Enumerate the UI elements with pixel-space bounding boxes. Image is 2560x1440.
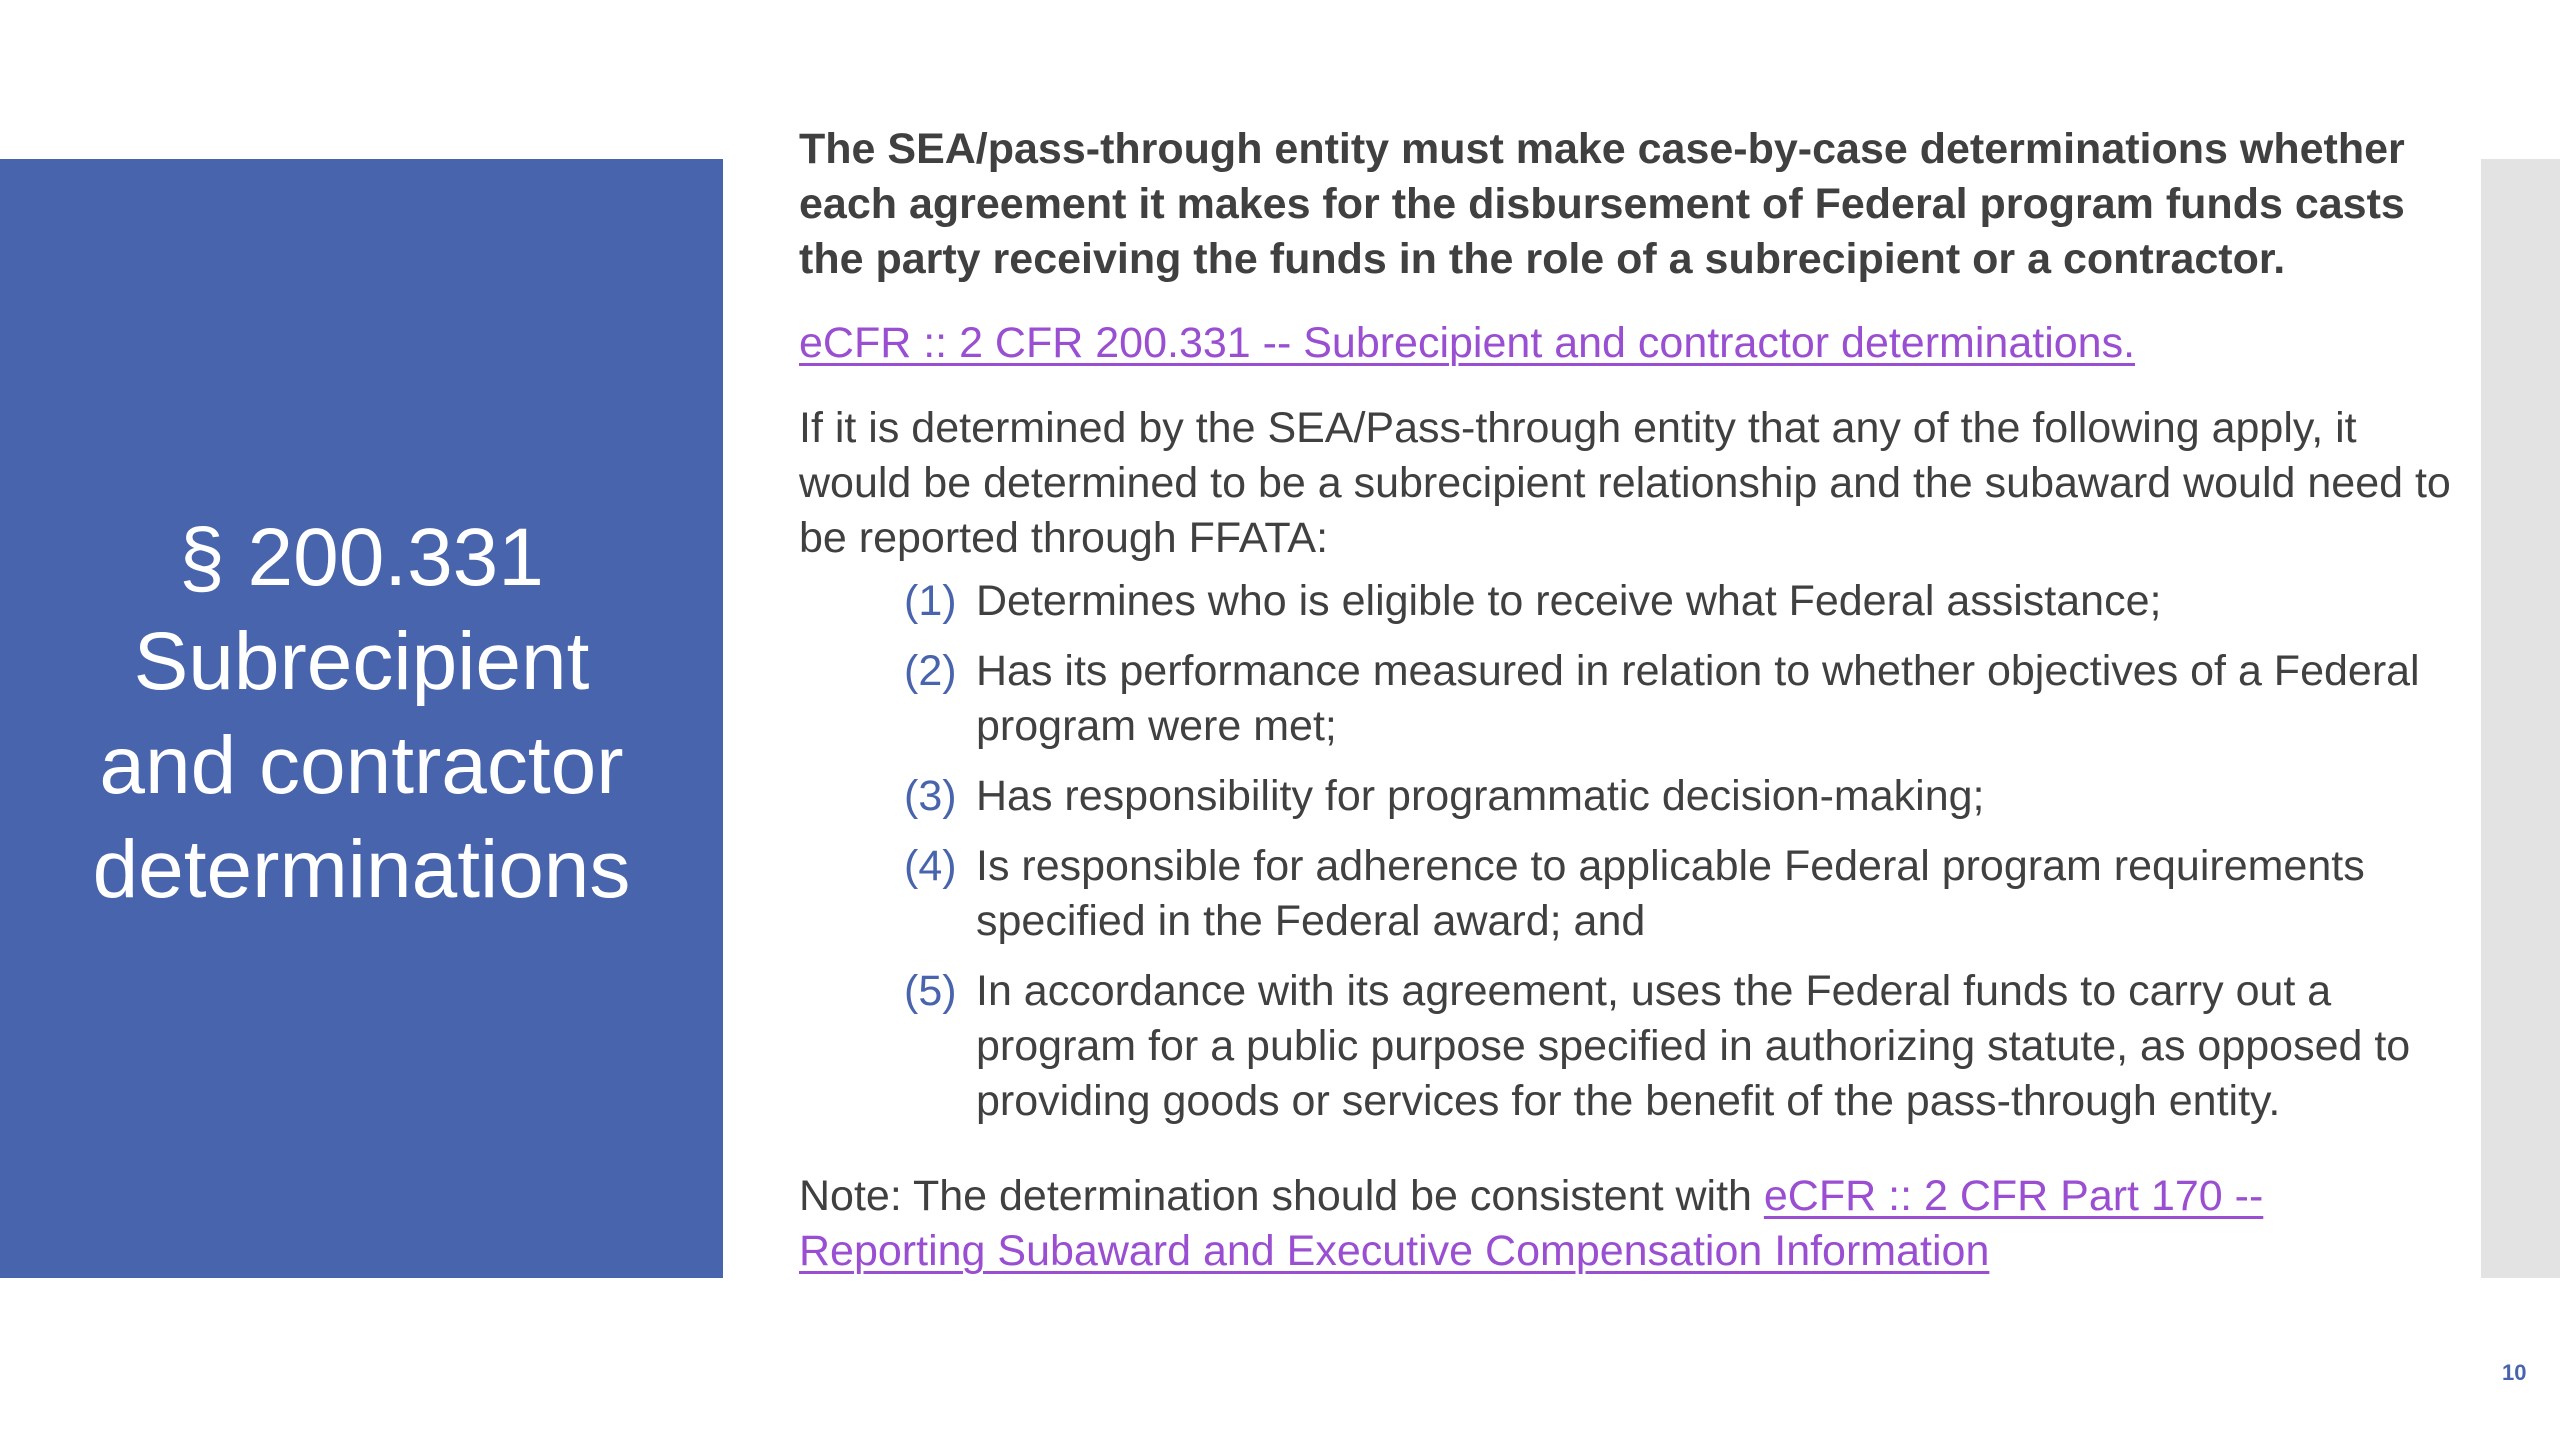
list-item <box>799 964 2459 1129</box>
list-item-text: Determines who is eligible to receive what Federal assistance; <box>976 577 2162 625</box>
slide-title <box>22 506 702 922</box>
slide-title-line: § 200.331 <box>179 511 544 603</box>
list-item-text: Has its performance measured in relation to whether objectives of a Federal program were met; <box>976 647 2420 750</box>
title-panel <box>0 159 723 1278</box>
content-area <box>799 122 2459 1279</box>
slide-title-line: and contractor <box>99 719 624 811</box>
list-item-text: Is responsible for adherence to applicable Federal program requirements specified in the Federal award; and <box>976 842 2365 945</box>
cfr-200-331-link[interactable]: eCFR :: 2 CFR 200.331 -- Subrecipient and contractor determinations. <box>799 319 2136 367</box>
list-item-text: In accordance with its agreement, uses the Federal funds to carry out a program for a public purpose specified in authorizing statute, as opposed to providing goods or services for the benefit of the pass-through entity. <box>976 967 2411 1125</box>
list-item <box>799 574 2459 629</box>
cfr-part-170-link[interactable]: eCFR :: 2 CFR Part 170 -- Reporting Subaward and Executive Compensation Information <box>799 1172 2264 1275</box>
right-accent-bar <box>2481 159 2560 1278</box>
list-item-number: (5) <box>904 967 957 1015</box>
list-item-text: Has responsibility for programmatic decision-making; <box>976 772 1985 820</box>
note-text: Note: The determination should be consistent with <box>799 1172 1764 1220</box>
list-item <box>799 839 2459 949</box>
criteria-intro: If it is determined by the SEA/Pass-through entity that any of the following apply, it would be determined to be a subrecipient relationship and the subaward would need to be reported through FFATA: <box>799 404 2451 562</box>
list-item-number: (3) <box>904 772 957 820</box>
list-item-number: (2) <box>904 647 957 695</box>
page-number: 10 <box>2502 1360 2527 1385</box>
slide-title-line: Subrecipient <box>133 615 590 707</box>
slide-title-line: determinations <box>92 823 631 915</box>
list-item <box>799 769 2459 824</box>
list-item-number: (1) <box>904 577 957 625</box>
list-item <box>799 644 2459 754</box>
criteria-list <box>799 574 2459 1129</box>
note <box>799 1169 2459 1279</box>
list-item-number: (4) <box>904 842 957 890</box>
intro-text: The SEA/pass-through entity must make case-by-case determinations whether each agreement it makes for the disbursement of Federal program funds casts the party receiving the funds in the role of a subrecipient or a contractor. <box>799 125 2405 283</box>
